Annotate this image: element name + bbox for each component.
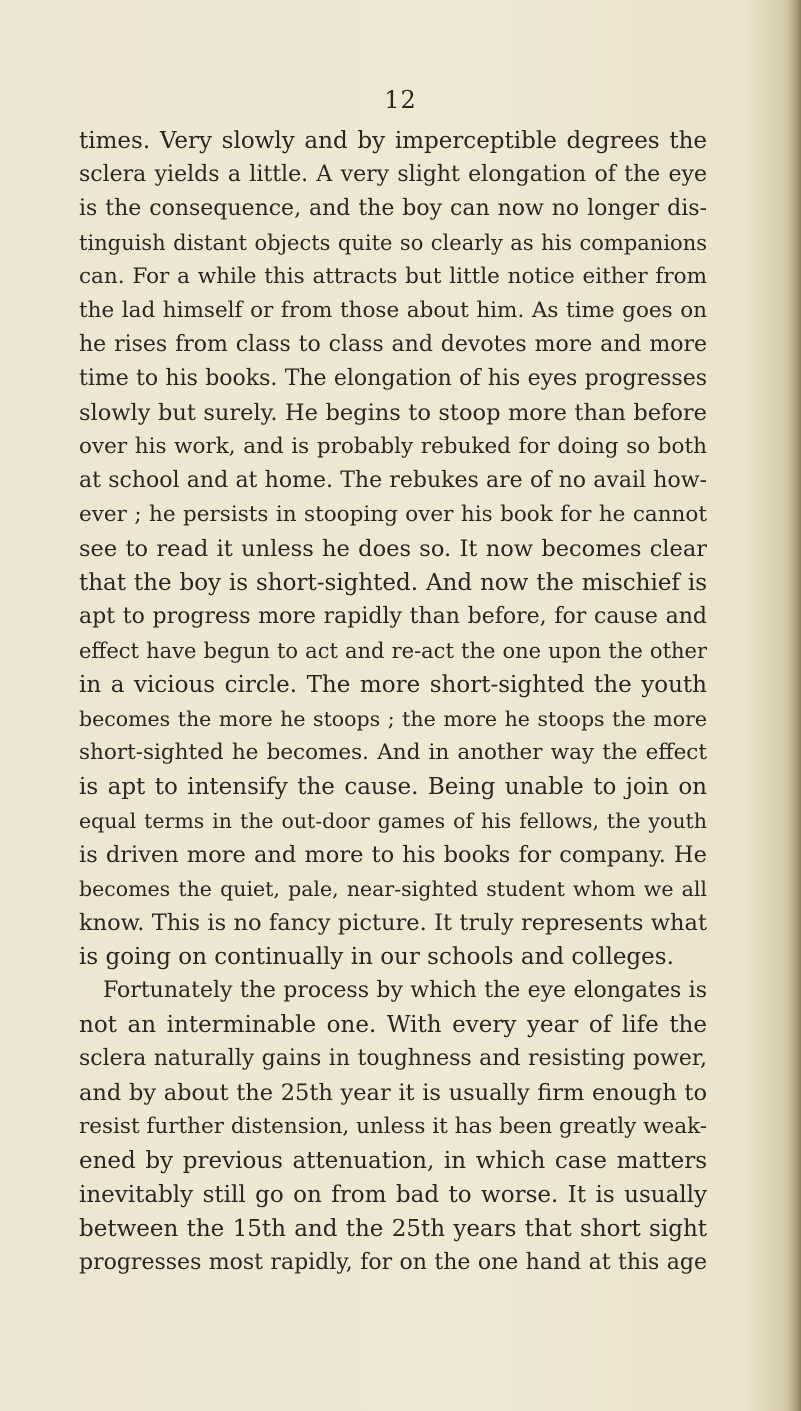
text-line: inevitably still go on from bad to worse. It is usually: [79, 1182, 707, 1208]
text-line: sclera naturally gains in toughness and resisting power,: [79, 1046, 707, 1071]
page-edge-shadow: [787, 0, 801, 1411]
text-line: equal terms in the out-door games of his fellows, the youth: [79, 809, 707, 833]
text-line: Fortunately the process by which the eye elongates is: [103, 978, 707, 1003]
text-line: is going on continually in our schools and colleges.: [79, 944, 674, 970]
text-line: ever ; he persists in stooping over his book for he cannot: [79, 502, 707, 527]
text-line: becomes the more he stoops ; the more he stoops the more: [79, 707, 707, 731]
text-line: ened by previous attenuation, in which case matters: [79, 1148, 707, 1174]
text-line: becomes the quiet, pale, near-sighted student whom we all: [79, 877, 707, 901]
text-line: between the 15th and the 25th years that short sight: [79, 1216, 707, 1242]
text-line: apt to progress more rapidly than before, for cause and: [79, 604, 707, 629]
text-line: resist further distension, unless it has been greatly weak-: [79, 1114, 707, 1139]
text-line: in a vicious circle. The more short-sighted the youth: [79, 672, 707, 698]
page-number: 12: [384, 86, 417, 114]
text-line: is the consequence, and the boy can now no longer dis-: [79, 196, 707, 221]
text-line: time to his books. The elongation of his eyes progresses: [79, 366, 707, 391]
text-line: tinguish distant objects quite so clearly as his companions: [79, 231, 707, 255]
text-line: is apt to intensify the cause. Being unable to join on: [79, 774, 707, 800]
text-line: slowly but surely. He begins to stoop more than before: [79, 400, 707, 426]
text-line: that the boy is short-sighted. And now the mischief is: [79, 570, 707, 596]
text-line: know. This is no fancy picture. It truly represents what: [79, 910, 707, 936]
text-line: over his work, and is probably rebuked for doing so both: [79, 434, 707, 459]
text-line: times. Very slowly and by imperceptible degrees the: [79, 128, 707, 154]
text-line: and by about the 25th year it is usually firm enough to: [79, 1080, 707, 1106]
text-line: progresses most rapidly, for on the one hand at this age: [79, 1250, 707, 1275]
text-line: can. For a while this attracts but little notice either from: [79, 264, 707, 289]
text-line: not an interminable one. With every year of life the: [79, 1012, 707, 1038]
text-line: short-sighted he becomes. And in another way the effect: [79, 740, 707, 765]
text-line: effect have begun to act and re-act the one upon the other: [79, 639, 707, 663]
text-line: see to read it unless he does so. It now becomes clear: [79, 536, 707, 562]
text-line: the lad himself or from those about him. As time goes on: [79, 298, 707, 323]
text-line: sclera yields a little. A very slight elongation of the eye: [79, 162, 707, 187]
text-line: at school and at home. The rebukes are of no avail how-: [79, 468, 707, 493]
text-line: he rises from class to class and devotes more and more: [79, 332, 707, 357]
text-line: is driven more and more to his books for company. He: [79, 842, 707, 868]
